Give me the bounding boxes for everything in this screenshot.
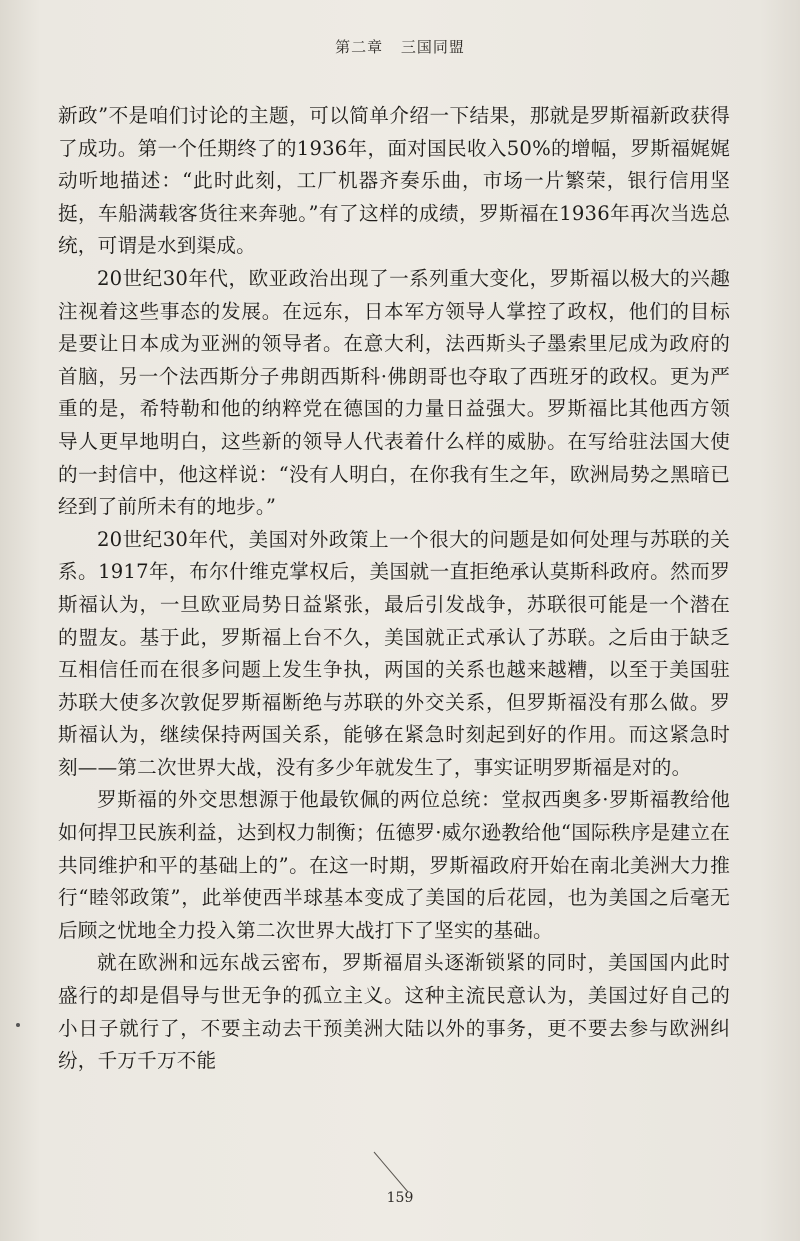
paragraph: 20世纪30年代，欧亚政治出现了一系列重大变化，罗斯福以极大的兴趣注视着这些事态的发展。在远东，日本军方领导人掌控了政权，他们的目标是要让日本成为亚洲的领导者。在意大利，法西斯头子墨索里尼成为政府的首脑，另一个法西斯分子弗朗西斯科·佛朗哥也夺取了西班牙的政权。更为严重的是，希特勒和他的纳粹党在德国的力量日益强大。罗斯福比其他西方领导人更早地明白，这些新的领导人代表着什么样的威胁。在写给驻法国大使的一封信中，他这样说：“没有人明白，在你我有生之年，欧洲局势之黑暗已经到了前所未有的地步。” xyxy=(58,266,730,519)
page-number: 159 xyxy=(386,1190,414,1206)
chapter-number: 第二章 xyxy=(335,38,384,56)
chapter-title: 三国同盟 xyxy=(400,38,465,56)
paragraph-continued: 新政”不是咱们讨论的主题，可以简单介绍一下结果，那就是罗斯福新政获得了成功。第一个任期终了的1936年，面对国民收入50%的增幅，罗斯福娓娓动听地描述：“此时此刻，工厂机器齐奏乐曲，市场一片繁荣，银行信用坚挺，车船满载客货往来奔驰。”有了这样的成绩，罗斯福在1936年再次当选总统，可谓是水到渠成。 xyxy=(58,104,730,258)
paragraph: 就在欧洲和远东战云密布，罗斯福眉头逐渐锁紧的同时，美国国内此时盛行的却是倡导与世无争的孤立主义。这种主流民意认为，美国过好自己的小日子就行了，不要主动去干预美洲大陆以外的事务，更不要去参与欧洲纠纷，千万千万不能 xyxy=(58,951,730,1073)
scan-speck xyxy=(16,1023,20,1027)
running-header xyxy=(0,36,800,57)
paragraph: 20世纪30年代，美国对外政策上一个很大的问题是如何处理与苏联的关系。1917年，布尔什维克掌权后，美国就一直拒绝承认莫斯科政府。然而罗斯福认为，一旦欧亚局势日益紧张，最后引发战争，苏联很可能是一个潜在的盟友。基于此，罗斯福上台不久，美国就正式承认了苏联。之后由于缺乏互相信任而在很多问题上发生争执，两国的关系也越来越糟，以至于美国驻苏联大使多次敦促罗斯福断绝与苏联的外交关系，但罗斯福没有那么做。罗斯福认为，继续保持两国关系，能够在紧急时刻起到好的作用。而这紧急时刻——第二次世界大战，没有多少年就发生了，事实证明罗斯福是对的。 xyxy=(58,527,730,779)
body-text xyxy=(58,100,730,1078)
paragraph: 罗斯福的外交思想源于他最钦佩的两位总统：堂叔西奥多·罗斯福教给他如何捍卫民族利益，达到权力制衡；伍德罗·威尔逊教给他“国际秩序是建立在共同维护和平的基础上的”。在这一时期，罗斯福政府开始在南北美洲大力推行“睦邻政策”，此举使西半球基本变成了美国的后花园，也为美国之后毫无后顾之忧地全力投入第二次世界大战打下了坚实的基础。 xyxy=(58,788,730,942)
